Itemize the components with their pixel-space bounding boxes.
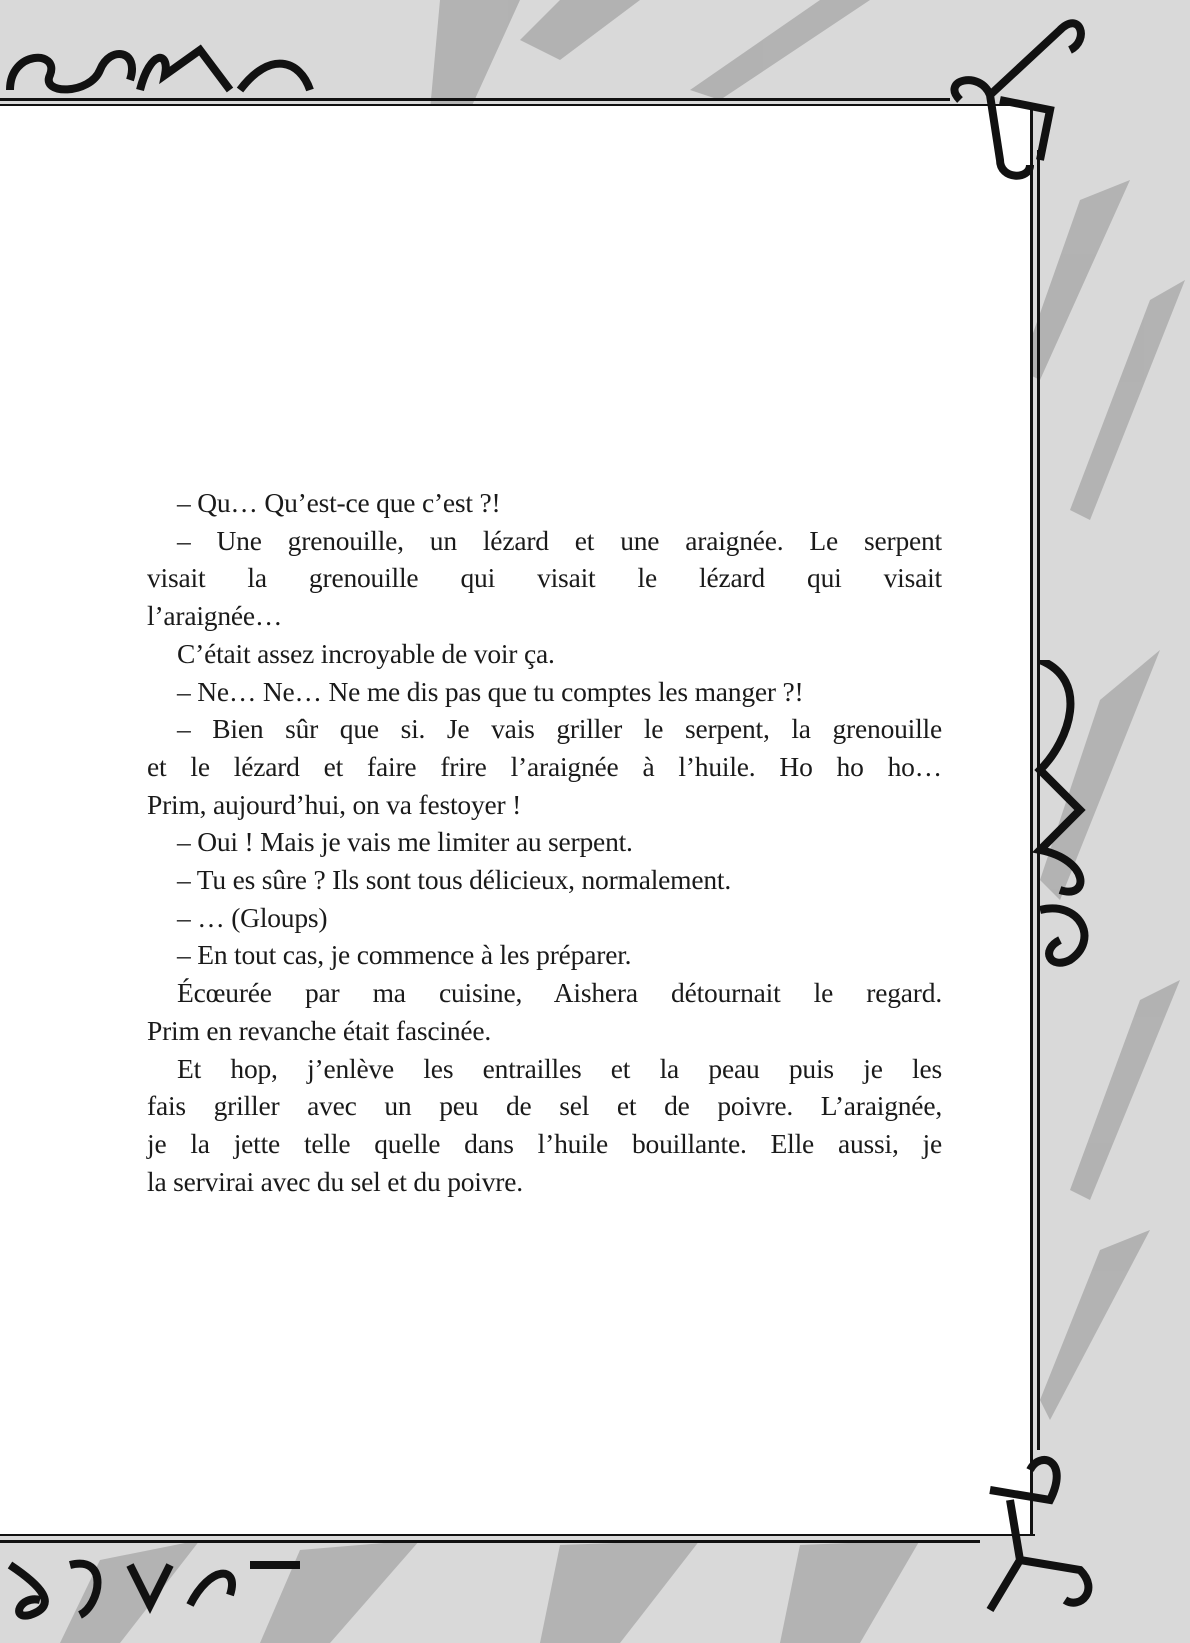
text-line: fais griller avec un peu de sel et de poivre. L’araignée, <box>147 1090 942 1122</box>
text-line: je la jette telle quelle dans l’huile bouillante. Elle aussi, je <box>147 1127 942 1159</box>
text-line: – Qu… Qu’est-ce que c’est ?! <box>177 487 501 518</box>
text-line: l’araignée… <box>147 600 283 632</box>
paragraph <box>147 899 942 937</box>
text-line: Écœurée par ma cuisine, Aishera détournait le regard. <box>177 977 942 1009</box>
paragraph <box>147 861 942 899</box>
ornament-right-middle-icon <box>1030 660 1130 980</box>
ornament-top-right-icon <box>940 0 1140 190</box>
paragraph <box>147 823 942 861</box>
paragraph <box>147 673 942 711</box>
paragraph <box>147 710 942 823</box>
text-line: Et hop, j’enlève les entrailles et la peau puis je les <box>177 1052 942 1084</box>
frame-bottom-line <box>0 1534 1035 1536</box>
text-line: – Une grenouille, un lézard et une araignée. Le serpent <box>177 524 942 556</box>
frame-bottom-line-outer <box>0 1540 980 1543</box>
ornament-bottom-left-icon <box>0 1545 320 1625</box>
text-line: C’était assez incroyable de voir ça. <box>177 637 555 669</box>
frame-top-line-inner <box>0 104 1035 106</box>
text-line: – Tu es sûre ? Ils sont tous délicieux, normalement. <box>177 864 732 896</box>
ornament-top-left-icon <box>0 30 320 100</box>
paragraph <box>147 1050 942 1201</box>
body-text <box>147 484 942 1200</box>
text-line: – Ne… Ne… Ne me dis pas que tu comptes les manger ?! <box>177 675 804 707</box>
paragraph <box>147 974 942 1049</box>
ornament-bottom-right-icon <box>970 1440 1130 1640</box>
paragraph <box>147 936 942 974</box>
text-line: la servirai avec du sel et du poivre. <box>147 1165 523 1197</box>
text-line: – Oui ! Mais je vais me limiter au serpent. <box>177 826 633 858</box>
text-line: – En tout cas, je commence à les préparer. <box>177 939 632 971</box>
text-line: – Bien sûr que si. Je vais griller le serpent, la grenouille <box>177 713 942 745</box>
paragraph <box>147 484 942 522</box>
paragraph <box>147 522 942 635</box>
text-line: Prim en revanche était fascinée. <box>147 1014 492 1046</box>
text-line: et le lézard et faire frire l’araignée à l’huile. Ho ho ho… <box>147 750 942 782</box>
text-line: Prim, aujourd’hui, on va festoyer ! <box>147 788 522 820</box>
text-line: – … (Gloups) <box>177 901 328 933</box>
text-line: visait la grenouille qui visait le lézard qui visait <box>147 562 942 594</box>
paragraph <box>147 635 942 673</box>
